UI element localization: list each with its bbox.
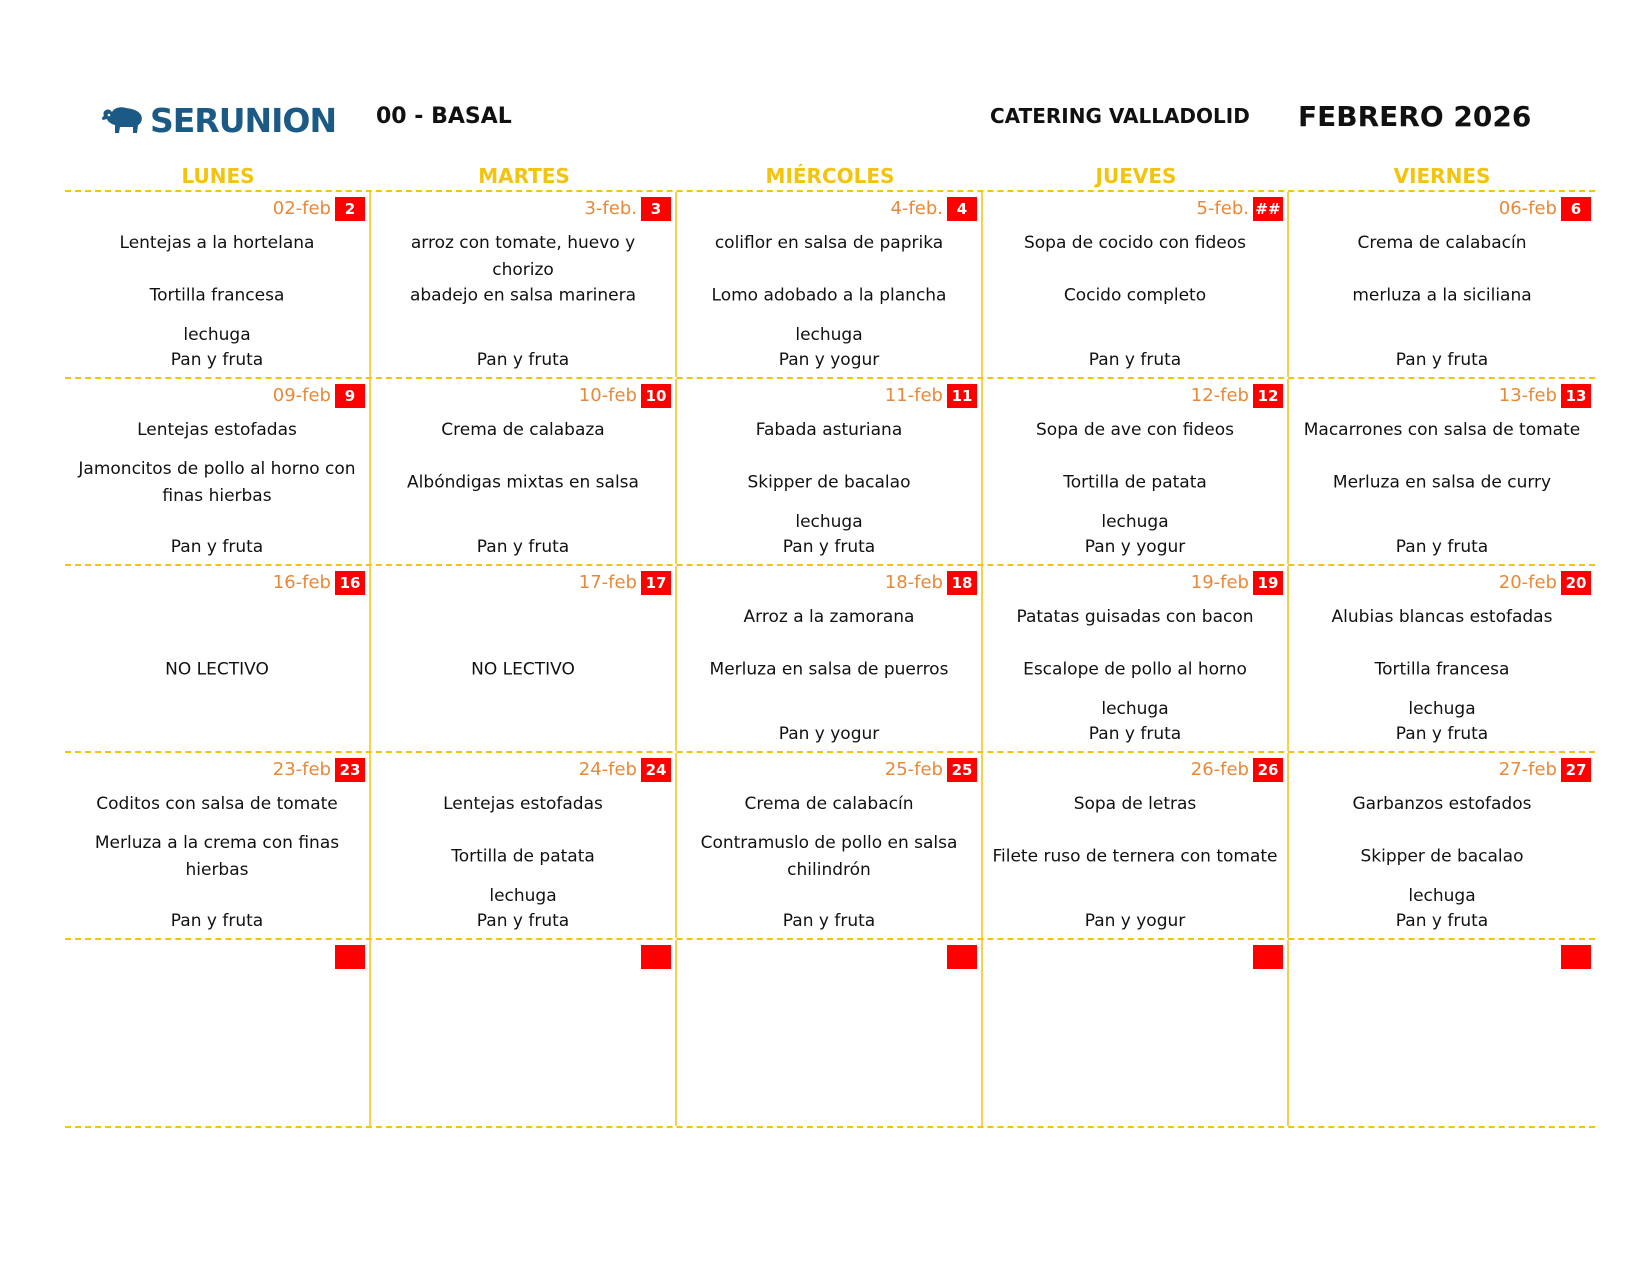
first-course: Fabada asturiana [755, 420, 903, 440]
date-label: 16-feb [272, 572, 331, 593]
side-dish: lechuga [489, 886, 557, 906]
day-cell [371, 566, 677, 751]
day-number-badge [1253, 945, 1283, 969]
day-cell [371, 379, 677, 564]
date-label: 20-feb [1498, 572, 1557, 593]
first-course: Sopa de letras [1073, 794, 1197, 814]
day-number-badge: 17 [641, 571, 671, 595]
day-cell [1289, 753, 1595, 938]
first-course: Alubias blancas estofadas [1331, 607, 1553, 627]
dessert: Pan y fruta [170, 537, 264, 557]
day-number-badge: ## [1253, 197, 1283, 221]
first-course: coliflor en salsa de paprika [714, 233, 944, 253]
dessert: Pan y fruta [170, 911, 264, 931]
day-number-badge: 10 [641, 384, 671, 408]
side-dish: lechuga [1408, 886, 1476, 906]
brand-name: SERUNION [150, 101, 337, 140]
second-course: Tortilla de patata [451, 846, 595, 867]
date-label: 13-feb [1498, 385, 1557, 406]
day-cell [1289, 379, 1595, 564]
menu-calendar [65, 163, 1595, 1128]
dessert: Pan y yogur [1084, 911, 1186, 931]
day-number-badge: 18 [947, 571, 977, 595]
day-cell [983, 940, 1289, 1126]
date-header [1191, 758, 1283, 782]
catering-name: CATERING VALLADOLID [990, 104, 1250, 128]
second-course: merluza a la siciliana [1352, 285, 1532, 306]
date-header [885, 384, 977, 408]
day-cell [1289, 192, 1595, 377]
dessert: Pan y yogur [778, 724, 880, 744]
date-header [579, 571, 671, 595]
date-label: 06-feb [1498, 198, 1557, 219]
date-header [273, 571, 365, 595]
day-number-badge: 24 [641, 758, 671, 782]
day-cell [983, 379, 1289, 564]
weekday-thursday: JUEVES [1095, 164, 1177, 188]
date-header [273, 384, 365, 408]
day-number-badge: 12 [1253, 384, 1283, 408]
day-number-badge: 19 [1253, 571, 1283, 595]
day-number-badge [335, 945, 365, 969]
first-course: arroz con tomate, huevo y chorizo [410, 233, 636, 280]
menu-code: 00 - BASAL [376, 104, 512, 129]
second-course: Merluza a la crema con finas hierbas [94, 833, 340, 880]
day-cell [65, 566, 371, 751]
second-course: Tortilla francesa [1374, 659, 1510, 680]
first-course: Sopa de ave con fideos [1036, 420, 1234, 440]
date-header [637, 945, 671, 969]
weekday-monday: LUNES [181, 164, 255, 188]
dessert: Pan y fruta [782, 537, 876, 557]
date-header [885, 758, 977, 782]
week-row [65, 753, 1595, 940]
dessert: Pan y fruta [1088, 724, 1182, 744]
day-cell [65, 379, 371, 564]
day-cell [677, 192, 983, 377]
second-course: Escalope de pollo al horno [1023, 659, 1247, 680]
date-label: 27-feb [1498, 759, 1557, 780]
date-header [1499, 197, 1591, 221]
date-label: 12-feb [1190, 385, 1249, 406]
week-row [65, 566, 1595, 753]
second-course: Lomo adobado a la plancha [711, 285, 947, 306]
day-number-badge: 27 [1561, 758, 1591, 782]
dessert: Pan y fruta [1395, 724, 1489, 744]
date-header [331, 945, 365, 969]
date-label: 26-feb [1190, 759, 1249, 780]
first-course: Lentejas estofadas [443, 794, 603, 814]
date-label: 24-feb [578, 759, 637, 780]
date-header [1249, 945, 1283, 969]
weekday-tuesday: MARTES [478, 164, 570, 188]
serunion-logo [100, 101, 337, 140]
first-course: Garbanzos estofados [1352, 794, 1532, 814]
second-course: Filete ruso de ternera con tomate [992, 846, 1278, 867]
second-course: Tortilla francesa [149, 285, 285, 306]
day-number-badge [1561, 945, 1591, 969]
day-number-badge: 26 [1253, 758, 1283, 782]
day-number-badge [641, 945, 671, 969]
day-number-badge: 20 [1561, 571, 1591, 595]
day-number-badge: 11 [947, 384, 977, 408]
dessert: Pan y fruta [476, 537, 570, 557]
day-number-badge: 13 [1561, 384, 1591, 408]
weekday-friday: VIERNES [1393, 164, 1491, 188]
day-cell [1289, 940, 1595, 1126]
date-header [579, 758, 671, 782]
second-course: Merluza en salsa de puerros [709, 659, 949, 680]
date-label: 5-feb. [1196, 198, 1249, 219]
first-course: Patatas guisadas con bacon [1016, 607, 1254, 627]
dessert: Pan y fruta [1395, 537, 1489, 557]
date-header [1191, 384, 1283, 408]
date-label: 17-feb [578, 572, 637, 593]
date-label: 25-feb [884, 759, 943, 780]
dessert: Pan y yogur [1084, 537, 1186, 557]
first-course: Lentejas a la hortelana [119, 233, 315, 253]
day-number-badge: 23 [335, 758, 365, 782]
day-cell [371, 192, 677, 377]
second-course: Contramuslo de pollo en salsa chilindrón [700, 833, 958, 880]
day-cell [65, 940, 371, 1126]
day-number-badge: 9 [335, 384, 365, 408]
weekday-header-row [65, 163, 1595, 190]
second-course: NO LECTIVO [471, 659, 575, 680]
dessert: Pan y fruta [782, 911, 876, 931]
day-number-badge: 4 [947, 197, 977, 221]
date-header [273, 197, 365, 221]
side-dish: lechuga [1101, 512, 1169, 532]
first-course: Crema de calabacín [1357, 233, 1527, 253]
day-number-badge: 16 [335, 571, 365, 595]
side-dish: lechuga [183, 325, 251, 345]
date-header [584, 197, 671, 221]
first-course: Crema de calabacín [744, 794, 914, 814]
day-cell [677, 940, 983, 1126]
bison-icon [100, 106, 144, 136]
dessert: Pan y fruta [1088, 350, 1182, 370]
second-course: Merluza en salsa de curry [1332, 472, 1552, 493]
weeks-container [65, 190, 1595, 1128]
date-header [890, 197, 977, 221]
week-row [65, 192, 1595, 379]
side-dish: lechuga [795, 325, 863, 345]
date-header [1499, 758, 1591, 782]
day-cell [983, 192, 1289, 377]
day-cell [677, 566, 983, 751]
date-header [273, 758, 365, 782]
day-number-badge: 3 [641, 197, 671, 221]
side-dish: lechuga [1101, 699, 1169, 719]
day-cell [983, 566, 1289, 751]
first-course: Lentejas estofadas [137, 420, 297, 440]
date-label: 11-feb [884, 385, 943, 406]
week-row [65, 379, 1595, 566]
side-dish: lechuga [1408, 699, 1476, 719]
second-course: abadejo en salsa marinera [409, 285, 637, 306]
second-course: NO LECTIVO [165, 659, 269, 680]
day-cell [371, 753, 677, 938]
dessert: Pan y fruta [1395, 350, 1489, 370]
day-cell [65, 192, 371, 377]
date-label: 23-feb [272, 759, 331, 780]
second-course: Tortilla de patata [1063, 472, 1207, 493]
date-label: 02-feb [272, 198, 331, 219]
week-row [65, 940, 1595, 1128]
second-course: Skipper de bacalao [747, 472, 911, 493]
date-header [1499, 571, 1591, 595]
date-label: 4-feb. [890, 198, 943, 219]
day-cell [983, 753, 1289, 938]
day-number-badge: 6 [1561, 197, 1591, 221]
day-number-badge [947, 945, 977, 969]
date-label: 19-feb [1190, 572, 1249, 593]
day-cell [65, 753, 371, 938]
day-cell [677, 753, 983, 938]
date-header [943, 945, 977, 969]
day-cell [371, 940, 677, 1126]
dessert: Pan y fruta [1395, 911, 1489, 931]
date-label: 18-feb [884, 572, 943, 593]
first-course: Sopa de cocido con fideos [1023, 233, 1246, 253]
dessert: Pan y fruta [170, 350, 264, 370]
second-course: Albóndigas mixtas en salsa [407, 472, 639, 493]
first-course: Arroz a la zamorana [743, 607, 915, 627]
first-course: Coditos con salsa de tomate [96, 794, 338, 814]
day-cell [1289, 566, 1595, 751]
date-header [1557, 945, 1591, 969]
date-header [579, 384, 671, 408]
date-header [885, 571, 977, 595]
date-label: 10-feb [578, 385, 637, 406]
weekday-wednesday: MIÉRCOLES [765, 164, 895, 188]
date-header [1196, 197, 1283, 221]
second-course: Cocido completo [1063, 285, 1207, 306]
side-dish: lechuga [795, 512, 863, 532]
date-header [1499, 384, 1591, 408]
first-course: Macarrones con salsa de tomate [1303, 420, 1581, 440]
day-number-badge: 2 [335, 197, 365, 221]
date-label: 3-feb. [584, 198, 637, 219]
dessert: Pan y fruta [476, 911, 570, 931]
dessert: Pan y yogur [778, 350, 880, 370]
date-header [1191, 571, 1283, 595]
page-header [0, 0, 1650, 150]
second-course: Skipper de bacalao [1360, 846, 1524, 867]
day-number-badge: 25 [947, 758, 977, 782]
day-cell [677, 379, 983, 564]
month-title: FEBRERO 2026 [1298, 100, 1532, 133]
date-label: 09-feb [272, 385, 331, 406]
dessert: Pan y fruta [476, 350, 570, 370]
first-course: Crema de calabaza [441, 420, 605, 440]
second-course: Jamoncitos de pollo al horno con finas hierbas [78, 459, 356, 506]
